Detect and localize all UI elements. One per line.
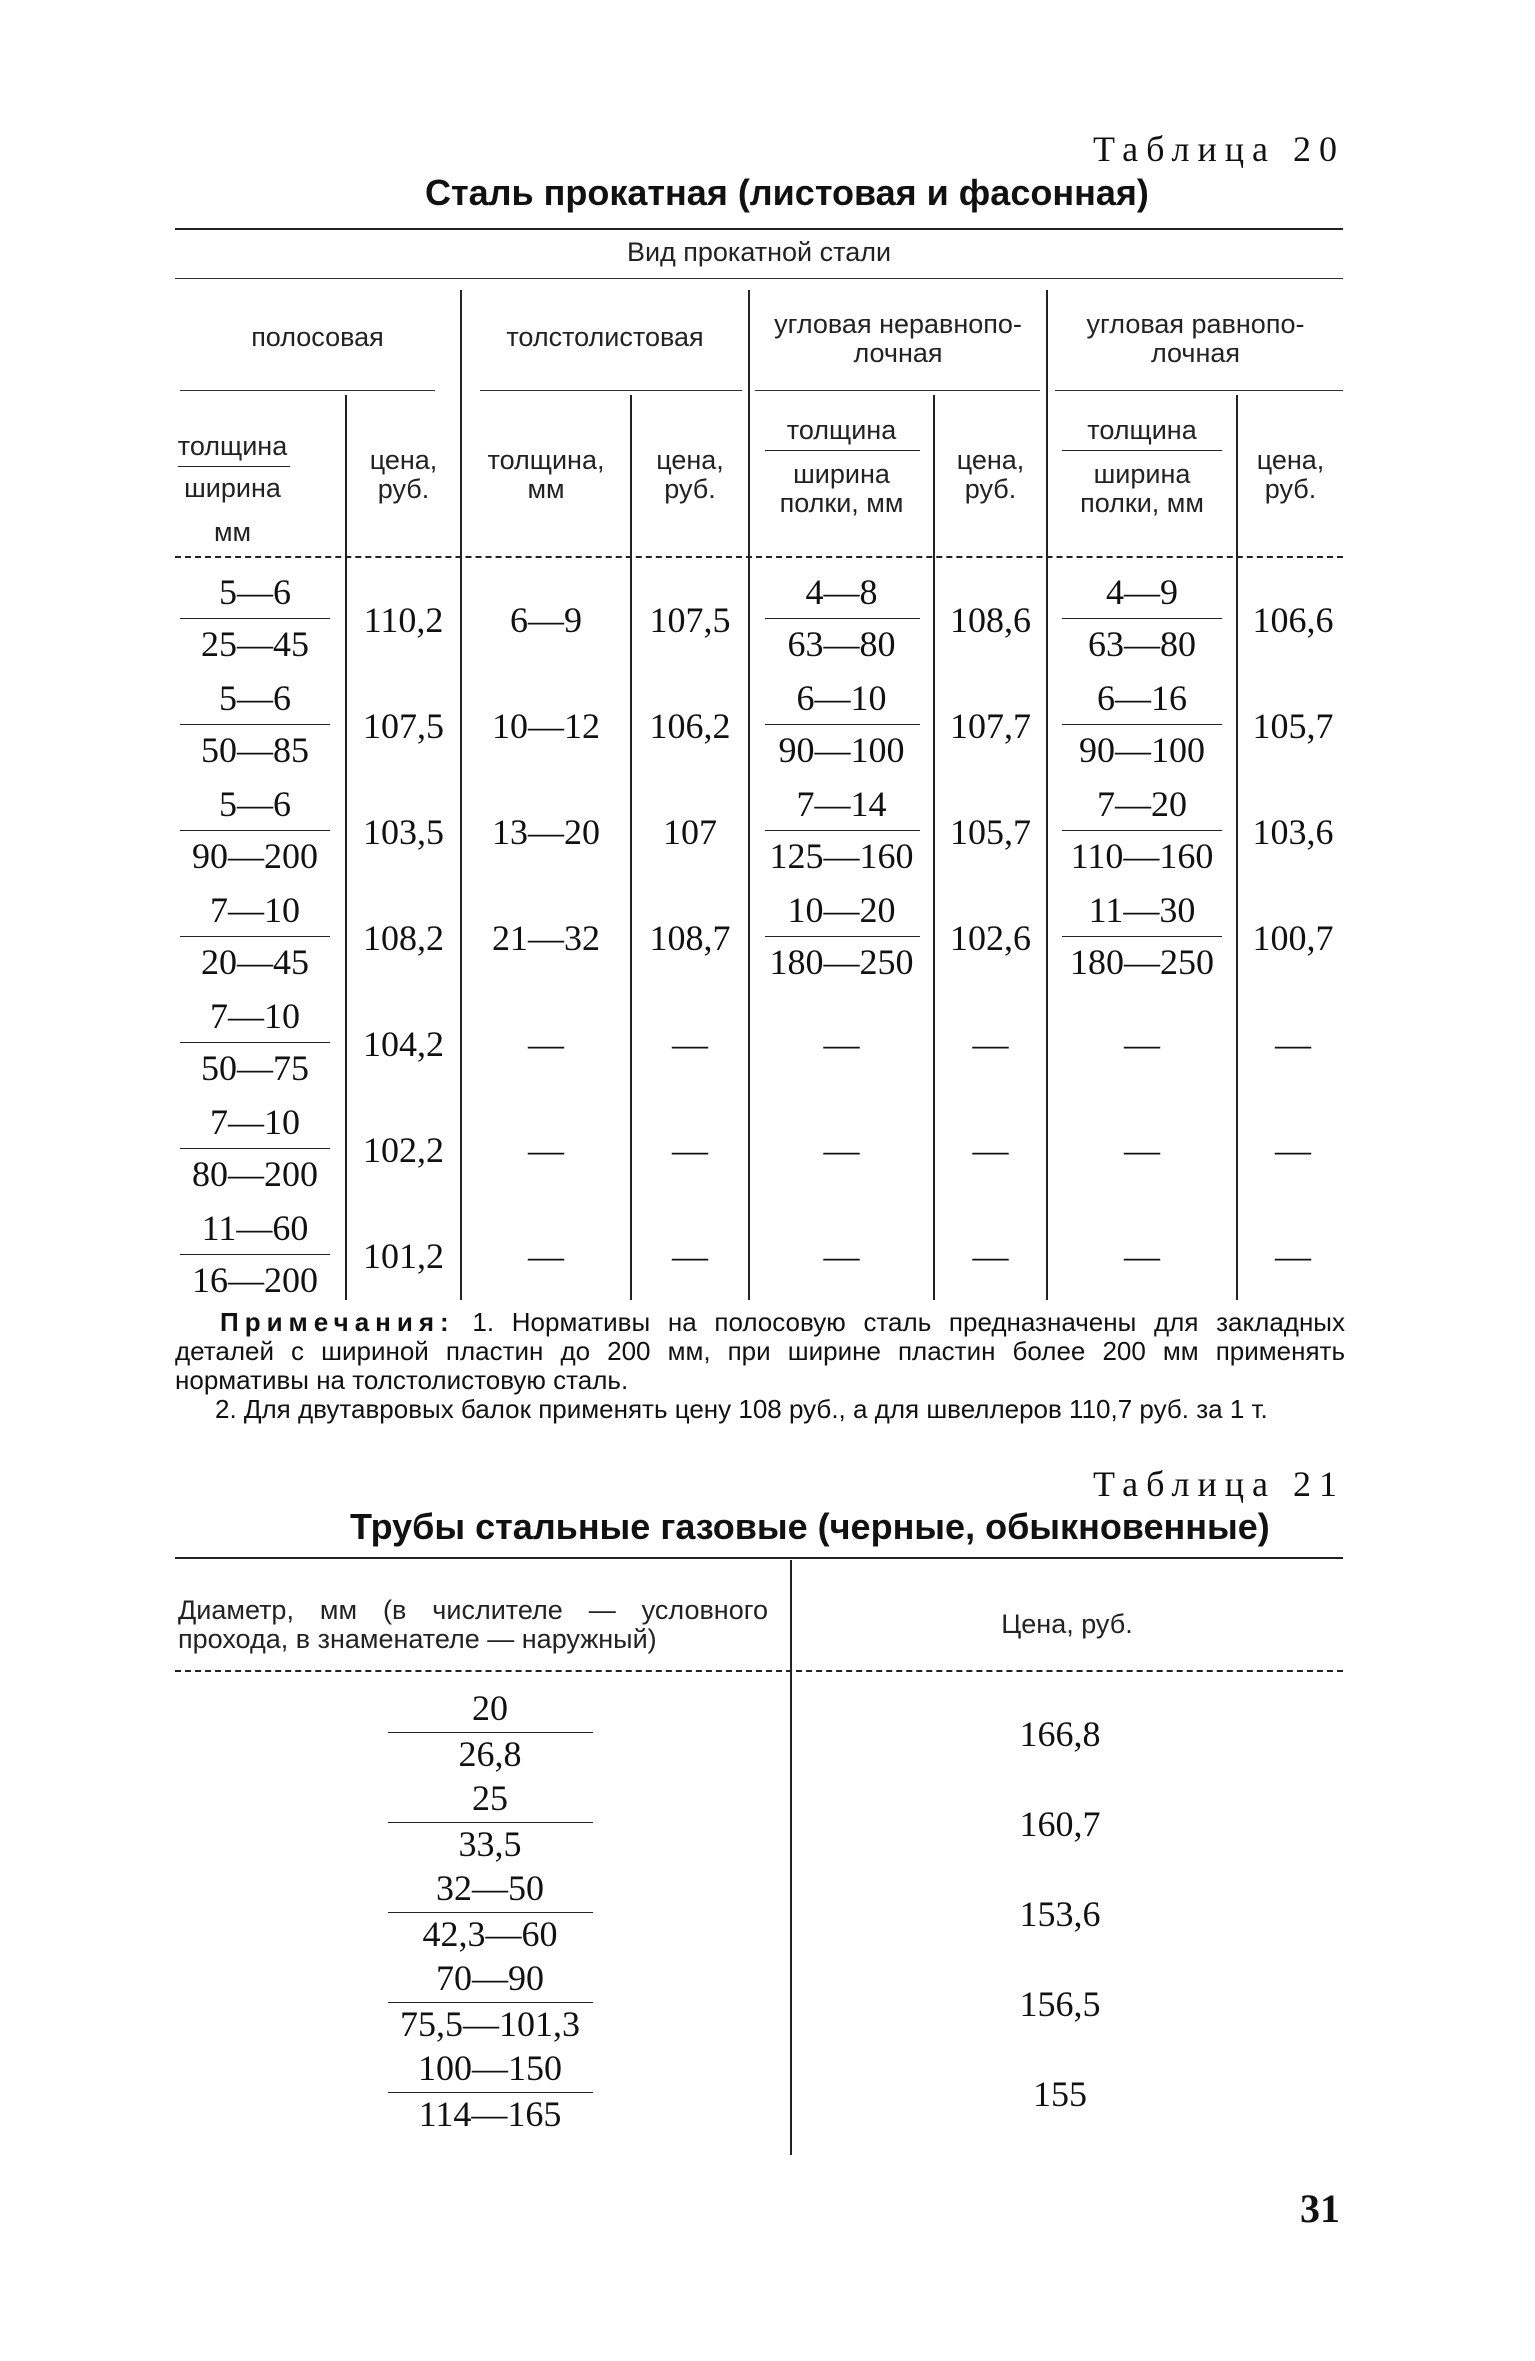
strip-frac-bar (180, 724, 330, 725)
pipe-diameter-den: 26,8 (458, 1734, 522, 1774)
thick-price: 108,7 (649, 918, 731, 958)
ua-frac-bar (765, 830, 920, 831)
cat-thick-sheet: толстолистовая (506, 322, 704, 352)
strip-size-den: 20—45 (201, 942, 309, 982)
ea-price: 100,7 (1252, 918, 1334, 958)
table20-group-header: Вид прокатной стали (626, 237, 892, 267)
pipe-diameter-den: 42,3—60 (422, 1914, 558, 1954)
ea-price: — (1275, 1024, 1311, 1064)
pipe-price: 155 (1033, 2074, 1087, 2114)
pipe-diameter-den: 75,5—101,3 (400, 2004, 580, 2044)
ua-size-dash: — (823, 1236, 860, 1276)
strip-price: 103,5 (363, 812, 444, 852)
page-number: 31 (1300, 2186, 1340, 2231)
ea-size-dash: — (1124, 1130, 1160, 1170)
table20-cat-rule-3 (755, 390, 1040, 391)
ea-price: 105,7 (1252, 706, 1334, 746)
strip-price: 108,2 (363, 918, 444, 958)
strip-size-num: 7—10 (210, 1102, 300, 1142)
ea-frac-bar (1062, 724, 1222, 725)
pipe-diameter-num: 25 (472, 1778, 508, 1818)
pipe-frac-bar (388, 1912, 593, 1913)
sub-thick-price: цена, руб. (656, 445, 724, 504)
sub-strip-size-num: толщина (177, 431, 288, 461)
pipe-diameter-num: 20 (472, 1688, 508, 1728)
ua-price: 107,7 (950, 706, 1031, 746)
pipe-diameter-num: 32—50 (436, 1868, 544, 1908)
table20-header-rule (175, 556, 1343, 558)
table20-caption: Таблица 20 (1093, 129, 1345, 169)
pipe-frac-bar (388, 1822, 593, 1823)
thick-price: 106,2 (649, 706, 731, 746)
pipe-diameter-den: 33,5 (458, 1824, 522, 1864)
ua-size-den: 90—100 (778, 730, 905, 770)
sub-ua-frac-bar (765, 450, 920, 451)
strip-price: 110,2 (363, 600, 444, 640)
sub-thick-size: толщина, мм (487, 445, 605, 504)
ua-frac-bar (765, 936, 920, 937)
strip-price: 104,2 (363, 1024, 444, 1064)
sub-ea-frac-bar (1062, 450, 1222, 451)
strip-frac-bar (180, 830, 330, 831)
ua-size-num: 10—20 (787, 890, 896, 930)
strip-frac-bar (180, 1148, 330, 1149)
sub-strip-size-den: ширина (184, 473, 281, 503)
strip-size-den: 50—85 (201, 730, 309, 770)
cat-strip: полосовая (251, 322, 384, 352)
notes-line-1 (175, 1308, 1345, 1395)
ea-size-num: 11—30 (1088, 890, 1196, 930)
strip-size-den: 50—75 (201, 1048, 309, 1088)
table20-top-rule (175, 228, 1343, 230)
ea-price: 103,6 (1252, 812, 1334, 852)
ua-price: — (972, 1130, 1009, 1170)
strip-size-num: 5—6 (219, 784, 291, 824)
strip-frac-bar (180, 1254, 330, 1255)
ua-price: — (972, 1236, 1009, 1276)
ua-size-num: 6—10 (796, 678, 887, 718)
ua-size-num: 4—8 (805, 572, 878, 612)
ea-size-den: 110—160 (1070, 836, 1214, 876)
ua-size-den: 180—250 (769, 942, 914, 982)
table20-group-rule (175, 278, 1343, 279)
thick-size: — (528, 1236, 564, 1276)
strip-price: 102,2 (363, 1130, 444, 1170)
strip-size-num: 5—6 (219, 572, 291, 612)
thick-price: — (672, 1130, 708, 1170)
ea-frac-bar (1062, 830, 1222, 831)
ea-price: — (1275, 1130, 1311, 1170)
ea-size-num: 7—20 (1097, 784, 1187, 824)
sub-ea-num: толщина (1087, 415, 1197, 445)
ea-price: 106,6 (1252, 600, 1334, 640)
ua-price: — (972, 1024, 1009, 1064)
pipe-frac-bar (388, 1732, 593, 1733)
table20-title: Сталь прокатная (листовая и фасонная) (425, 172, 1149, 213)
pipe-price: 166,8 (1019, 1714, 1101, 1754)
table21-caption: Таблица 21 (1093, 1464, 1345, 1504)
table20-cat-rule-4 (1055, 390, 1343, 391)
thick-price: — (672, 1024, 708, 1064)
sub-ua-den: ширина полки, мм (779, 459, 904, 518)
strip-size-num: 7—10 (210, 890, 300, 930)
pipe-frac-bar (388, 2002, 593, 2003)
thick-size: — (528, 1024, 564, 1064)
ea-size-num: 6—16 (1097, 678, 1187, 718)
note-2: 2. Для двутавровых балок применять цену 108 руб., а для швеллеров 110,7 руб. за 1 т. (215, 1394, 1268, 1424)
thick-price: — (672, 1236, 708, 1276)
note-1: 1. Нормативы на полосовую сталь предназначены для закладных деталей с шириной пластин до 200 мм, при ширине пластин более 200 мм применять нормативы на толстолистовую сталь. (175, 1307, 1345, 1395)
table20-cat-rule-1 (180, 390, 435, 391)
ua-frac-bar (765, 724, 920, 725)
ea-size-dash: — (1124, 1236, 1160, 1276)
sub-ua-num: толщина (786, 415, 897, 445)
strip-size-den: 90—200 (192, 836, 318, 876)
thick-size: 21—32 (492, 918, 600, 958)
pipe-price: 160,7 (1019, 1804, 1101, 1844)
ea-frac-bar (1062, 618, 1222, 619)
ea-size-den: 90—100 (1079, 730, 1205, 770)
strip-size-num: 7—10 (210, 996, 300, 1036)
strip-size-num: 11—60 (201, 1208, 309, 1248)
table21-header-rule (175, 1670, 1343, 1672)
pipe-diameter-den: 114—165 (418, 2094, 562, 2134)
ea-size-num: 4—9 (1106, 572, 1178, 612)
ea-size-den: 63—80 (1088, 624, 1196, 664)
ea-size-den: 180—250 (1070, 942, 1214, 982)
cat-unequal-angle: угловая неравнопо- лочная (774, 309, 1022, 368)
notes-label: Примечания: (220, 1307, 455, 1337)
pipe-price: 156,5 (1019, 1984, 1101, 2024)
ea-price: — (1275, 1236, 1311, 1276)
strip-size-den: 25—45 (201, 624, 309, 664)
sub-strip-price: цена, руб. (369, 445, 438, 504)
strip-frac-bar (180, 936, 330, 937)
thick-size: 10—12 (492, 706, 600, 746)
table21-header-diameter: Диаметр, мм (в числителе — условного прохода, в знаменателе — наружный) (178, 1595, 768, 1654)
ua-size-dash: — (823, 1024, 860, 1064)
strip-price: 107,5 (363, 706, 444, 746)
thick-size: — (528, 1130, 564, 1170)
sub-ea-den: ширина полки, мм (1080, 459, 1204, 518)
thick-price: 107,5 (649, 600, 731, 640)
thick-size: 13—20 (492, 812, 600, 852)
table21-header-price: Цена, руб. (1001, 1609, 1133, 1639)
pipe-diameter-num: 70—90 (436, 1958, 544, 1998)
thick-price: 107 (663, 812, 717, 852)
strip-size-den: 80—200 (192, 1154, 318, 1194)
strip-frac-bar (180, 618, 330, 619)
ua-size-den: 125—160 (769, 836, 914, 876)
pipe-diameter-num: 100—150 (418, 2048, 562, 2088)
strip-size-num: 5—6 (219, 678, 291, 718)
table21-title: Трубы стальные газовые (черные, обыкновенные) (350, 1506, 1270, 1547)
ea-size-dash: — (1124, 1024, 1160, 1064)
table21-vsep (790, 1560, 792, 2155)
ua-size-num: 7—14 (796, 784, 887, 824)
ua-price: 102,6 (950, 918, 1031, 958)
ua-frac-bar (765, 618, 920, 619)
ua-price: 108,6 (950, 600, 1031, 640)
strip-frac-bar (180, 1042, 330, 1043)
table20-cat-rule-2 (480, 390, 742, 391)
thick-size: 6—9 (510, 600, 582, 640)
ua-price: 105,7 (950, 812, 1031, 852)
pipe-frac-bar (388, 2092, 593, 2093)
ea-frac-bar (1062, 936, 1222, 937)
ua-size-dash: — (823, 1130, 860, 1170)
sub-ua-price: цена, руб. (956, 445, 1025, 504)
ua-size-den: 63—80 (787, 624, 896, 664)
sub-ea-price: цена, руб. (1256, 445, 1325, 504)
table21-top-rule (175, 1557, 1343, 1559)
pipe-price: 153,6 (1019, 1894, 1101, 1934)
cat-equal-angle: угловая равнопо- лочная (1086, 309, 1305, 368)
table20-notes (175, 1308, 1345, 1424)
sub-strip-frac-bar (178, 466, 290, 467)
strip-size-den: 16—200 (192, 1260, 318, 1300)
sub-strip-size-unit: мм (213, 517, 252, 547)
strip-price: 101,2 (363, 1236, 444, 1276)
